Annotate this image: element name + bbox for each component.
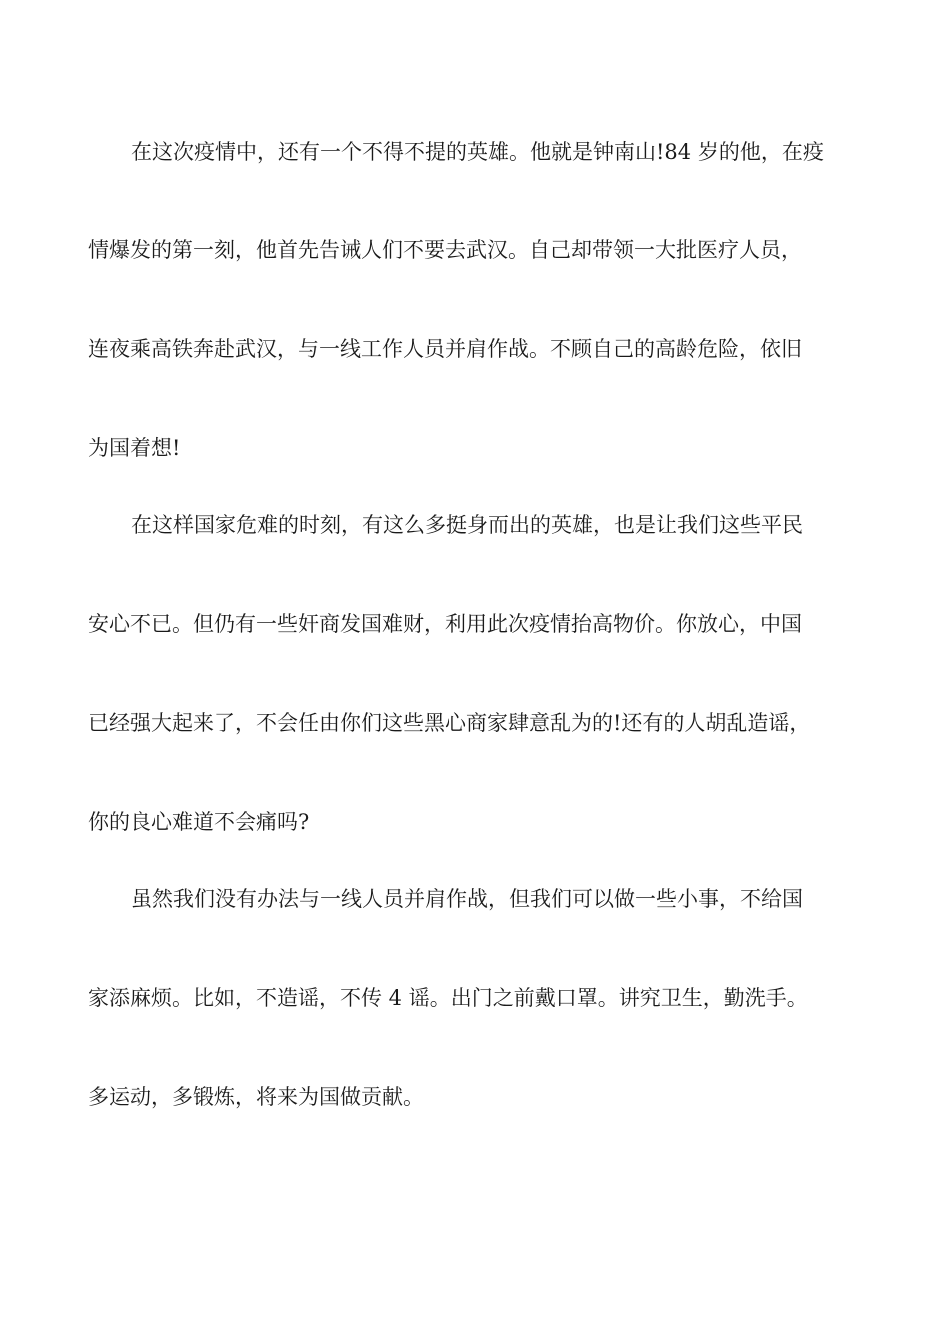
- paragraph-line: 为国着想!: [88, 436, 181, 460]
- paragraph-line: 在这次疫情中，还有一个不得不提的英雄。他就是钟南山!84 岁的他，在疫: [131, 140, 824, 164]
- paragraph-line: 情爆发的第一刻，他首先告诫人们不要去武汉。自己却带领一大批医疗人员，: [88, 238, 802, 262]
- paragraph-line: 虽然我们没有办法与一线人员并肩作战，但我们可以做一些小事，不给国: [131, 887, 803, 911]
- paragraph-line: 安心不已。但仍有一些奸商发国难财，利用此次疫情抬高物价。你放心，中国: [88, 612, 802, 636]
- paragraph-line: 多运动，多锻炼，将来为国做贡献。: [88, 1085, 424, 1109]
- paragraph-line: 在这样国家危难的时刻，有这么多挺身而出的英雄，也是让我们这些平民: [131, 513, 803, 537]
- paragraph-line: 家添麻烦。比如，不造谣，不传 4 谣。出门之前戴口罩。讲究卫生，勤洗手。: [88, 986, 808, 1010]
- paragraph-line: 已经强大起来了，不会任由你们这些黑心商家肆意乱为的!还有的人胡乱造谣，: [88, 711, 811, 735]
- paragraph-line: 你的良心难道不会痛吗?: [88, 810, 310, 834]
- paragraph-line: 连夜乘高铁奔赴武汉，与一线工作人员并肩作战。不顾自己的高龄危险，依旧: [88, 337, 802, 361]
